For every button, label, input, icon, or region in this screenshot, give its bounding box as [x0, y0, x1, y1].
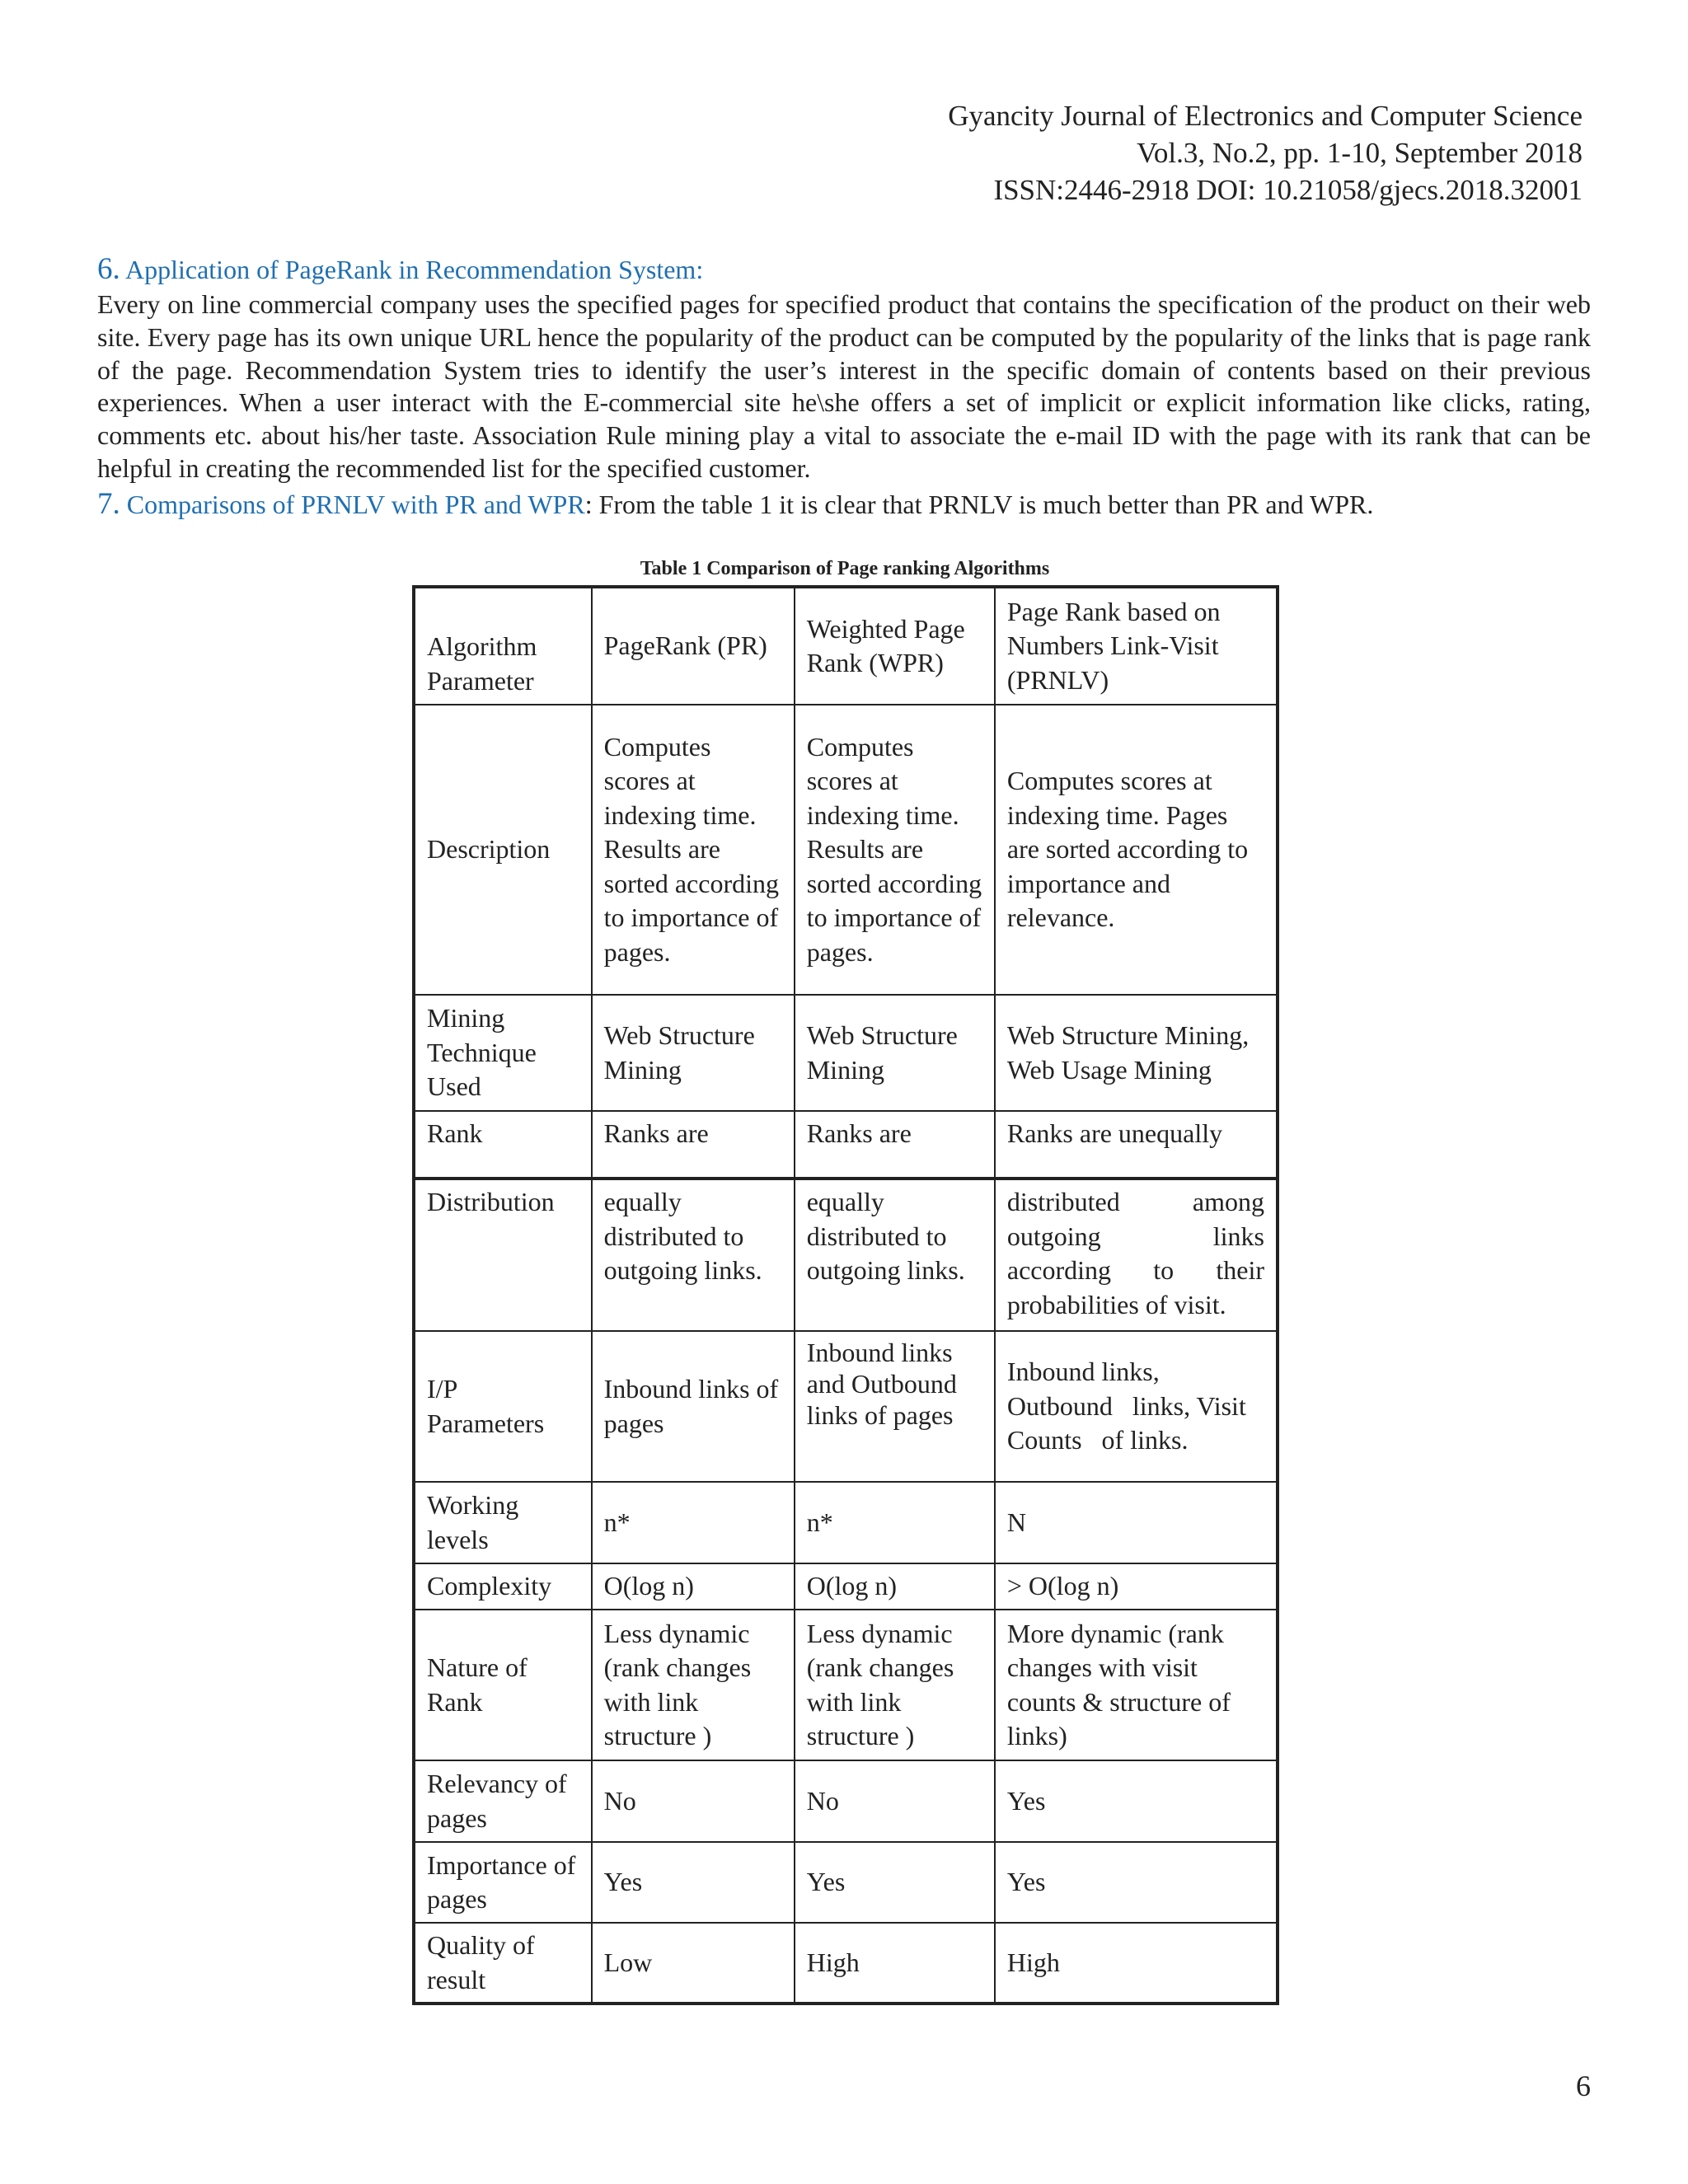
- table-row: [414, 1482, 1278, 1563]
- table-cell: Web Structure Mining, Web Usage Mining: [995, 995, 1278, 1111]
- row-label-relevancy: Relevancy of pages: [414, 1760, 592, 1842]
- table-cell: Ranks are: [592, 1111, 795, 1179]
- table-cell: Less dynamic (rank changes with link structure ): [592, 1610, 795, 1760]
- section-6-heading: [97, 251, 1591, 288]
- table-cell: High: [995, 1923, 1278, 2004]
- table-cell: Web Structure Mining: [795, 995, 995, 1111]
- journal-volume: Vol.3, No.2, pp. 1-10, September 2018: [1137, 137, 1582, 169]
- table-cell: n*: [592, 1482, 795, 1563]
- table-cell: > O(log n): [995, 1563, 1278, 1610]
- header-cell-parameter: Algorithm Parameter: [414, 587, 592, 705]
- table-row: [414, 705, 1278, 995]
- table-cell: Inbound links of pages: [592, 1331, 795, 1482]
- comparison-table: [412, 585, 1279, 2005]
- table-cell: Computes scores at indexing time. Results are sorted according to importance of pages.: [592, 705, 795, 995]
- section-6-title: Application of PageRank in Recommendation System:: [124, 255, 704, 284]
- table-row: [414, 1923, 1278, 2004]
- table-cell: Computes scores at indexing time. Pages are sorted according to importance and relevance.: [995, 705, 1278, 995]
- table-row: [414, 1842, 1278, 1923]
- table-cell: Web Structure Mining: [592, 995, 795, 1111]
- row-label-complexity: Complexity: [414, 1563, 592, 1610]
- distribution-prnlv-last: probabilities of visit.: [1006, 1289, 1226, 1319]
- table-cell: equally distributed to outgoing links.: [795, 1179, 995, 1331]
- row-label-distribution: Distribution: [414, 1179, 592, 1331]
- table-cell: Yes: [995, 1760, 1278, 1842]
- section-7-body: : From the table 1 it is clear that PRNLV is much better than PR and WPR.: [584, 490, 1374, 519]
- row-label-importance: Importance of pages: [414, 1842, 592, 1923]
- row-label-rank: Rank: [414, 1111, 592, 1179]
- journal-issn-doi: ISSN:2446-2918 DOI: 10.21058/gjecs.2018.32001: [993, 174, 1582, 206]
- journal-name: Gyancity Journal of Electronics and Computer Science: [948, 100, 1582, 132]
- table-cell: Ranks are unequally: [995, 1111, 1278, 1179]
- page-number: 6: [1576, 2069, 1591, 2102]
- table-cell: High: [795, 1923, 995, 2004]
- table-row: [414, 1610, 1278, 1760]
- row-label-description: Description: [414, 705, 592, 995]
- header-cell-prnlv: Page Rank based on Numbers Link-Visit (PRNLV): [995, 587, 1278, 705]
- section-7: [97, 486, 1591, 523]
- section-6-body: Every on line commercial company uses the specified pages for specified product that contains the specification of the product on their web site. Every page has its own unique URL hence the popularity of the product can be computed by the popularity of the links that is page rank of the page. Recommendation System tries to identify the user’s interest in the specific domain of contents based on their previous experiences. When a user interact with the E-commercial site he\she offers a set of implicit or explicit information like clicks, rating, comments etc. about his/her taste. Association Rule mining play a vital to associate the e-mail ID with the page with its rank that can be helpful in creating the recommended list for the specified customer.: [97, 289, 1591, 483]
- header-cell-wpr: Weighted Page Rank (WPR): [795, 587, 995, 705]
- table-caption: Table 1 Comparison of Page ranking Algorithms: [640, 558, 1050, 579]
- table-header-row: [414, 587, 1278, 705]
- row-label-ip-parameters: I/P Parameters: [414, 1331, 592, 1482]
- table-row: [414, 1563, 1278, 1610]
- table-cell: n*: [795, 1482, 995, 1563]
- journal-header: [948, 97, 1582, 209]
- table-cell: O(log n): [592, 1563, 795, 1610]
- table-cell: No: [592, 1760, 795, 1842]
- row-label-mining-technique: Mining Technique Used: [414, 995, 592, 1111]
- table-cell: Inbound links and Outbound links of pages: [795, 1331, 995, 1482]
- row-label-working-levels: Working levels: [414, 1482, 592, 1563]
- table-row: [414, 1760, 1278, 1842]
- table-cell: Low: [592, 1923, 795, 2004]
- table-cell: N: [995, 1482, 1278, 1563]
- distribution-prnlv-lead: distributed among outgoing links according to their: [1006, 1187, 1264, 1285]
- table-cell: [995, 1179, 1278, 1331]
- table-cell: equally distributed to outgoing links.: [592, 1179, 795, 1331]
- table-row: [414, 1111, 1278, 1179]
- table-cell: Ranks are: [795, 1111, 995, 1179]
- table-cell: Yes: [592, 1842, 795, 1923]
- section-6-number: 6.: [97, 252, 120, 286]
- row-label-nature-of-rank: Nature of Rank: [414, 1610, 592, 1760]
- table-cell: O(log n): [795, 1563, 995, 1610]
- table-cell: Yes: [995, 1842, 1278, 1923]
- table-cell: No: [795, 1760, 995, 1842]
- table-row: [414, 1179, 1278, 1331]
- section-6: [97, 251, 1591, 485]
- table-row: [414, 995, 1278, 1111]
- table-cell: Inbound links, Outbound links, Visit Counts of links.: [995, 1331, 1278, 1482]
- table-cell: More dynamic (rank changes with visit counts & structure of links): [995, 1610, 1278, 1760]
- table-cell: Computes scores at indexing time. Results are sorted according to importance of pages.: [795, 705, 995, 995]
- row-label-quality: Quality of result: [414, 1923, 592, 2004]
- table-cell: Less dynamic (rank changes with link structure ): [795, 1610, 995, 1760]
- table-cell: Yes: [795, 1842, 995, 1923]
- section-7-number: 7.: [97, 487, 120, 521]
- header-cell-pr: PageRank (PR): [592, 587, 795, 705]
- table-row: [414, 1331, 1278, 1482]
- section-7-title: Comparisons of PRNLV with PR and WPR: [126, 490, 585, 519]
